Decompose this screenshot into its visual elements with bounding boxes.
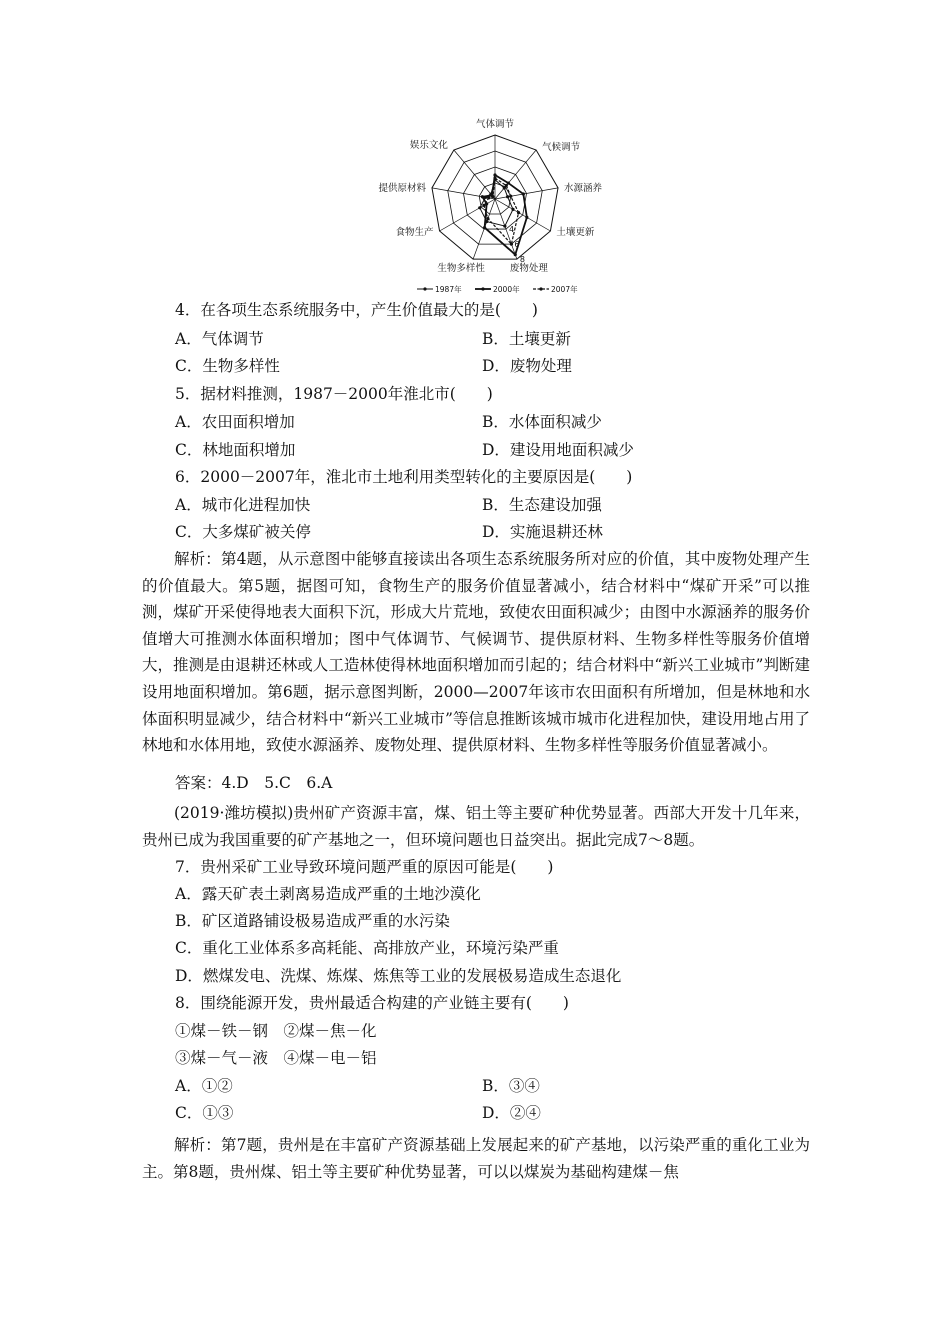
radar-tick-label: 6 <box>514 240 520 250</box>
radar-series-point <box>493 173 496 176</box>
radar-series-point <box>509 195 512 198</box>
analysis-4-6: 解析：第4题，从示意图中能够直接读出各项生态系统服务所对应的价值，其中废物处理产生的价值最大。第5题，据图可知，食物生产的服务价值显著减小，结合材料中“煤矿开采”可以推测，煤矿开采使得地表大面积下沉，形成大片荒地，致使农田面积减少；由图中水源涵养的服务价值增大可推测水体面积增加；图中气体调节、气候调节、提供原材料、生物多样性等服务价值增大，推测是由退耕还林或人工造林使得林地面积增加而引起的；结合材料中“新兴工业城市”判断建设用地面积增加。第6题，据示意图判断，2000—2007年该市农田面积有所增加，但是林地和水体面积明显减少，结合材料中“新兴工业城市”等信息推断该城市城市化进程加快，建设用地占用了林地和水体用地，致使水源涵养、废物处理、提供原材料、生物多样性等服务价值显著减小。 <box>142 550 810 755</box>
q4-stem: 4．在各项生态系统服务中，产生价值最大的是( ) <box>175 301 538 319</box>
q7-option-d: D．燃煤发电、洗煤、炼煤、炼焦等工业的发展极易造成生态退化 <box>175 967 622 985</box>
q4-option-d: D．废物处理 <box>482 357 572 375</box>
radar-axis-label: 废物处理 <box>509 263 548 275</box>
radar-series-line <box>484 178 519 244</box>
radar-series-point <box>491 195 494 198</box>
radar-spoke <box>454 150 495 199</box>
radar-series-point <box>481 195 484 198</box>
radar-spoke <box>495 150 536 199</box>
radar-series-point <box>478 206 481 209</box>
radar-chart <box>355 116 605 298</box>
radar-series-point <box>506 195 509 198</box>
radar-series-point <box>487 196 490 199</box>
q4-option-c: C．生物多样性 <box>175 357 280 375</box>
q8-option-d: D．②④ <box>482 1104 541 1122</box>
q7-option-a: A．露天矿表土剥离易造成严重的土地沙漠化 <box>175 885 481 903</box>
radar-series-point <box>503 224 506 227</box>
answer-4-6: 答案：4.D 5.C 6.A <box>175 774 333 792</box>
radar-axis-label: 水源涵养 <box>564 182 603 194</box>
q8-chain-1: ①煤－铁－钢 ②煤－焦－化 <box>175 1022 377 1040</box>
legend-label: 2007年 <box>551 285 578 294</box>
radar-series-point <box>507 181 510 184</box>
q8-option-b: B．③④ <box>482 1077 540 1095</box>
q6-option-b: B．生态建设加强 <box>482 496 602 514</box>
radar-series-point <box>517 211 520 214</box>
q8-option-a: A．①② <box>175 1077 233 1095</box>
q5-option-a: A．农田面积增加 <box>175 413 295 431</box>
analysis-7-8: 解析：第7题，贵州是在丰富矿产资源基础上发展起来的矿产基地，以污染严重的重化工业为主。第8题，贵州煤、铝土等主要矿种优势显著，可以以煤炭为基础构建煤－焦 <box>142 1136 810 1181</box>
legend-marker <box>481 287 484 290</box>
radar-series-point <box>503 186 506 189</box>
radar-series-point <box>510 243 513 246</box>
q7-option-c: C．重化工业体系多高耗能、高排放产业，环境污染严重 <box>175 939 559 957</box>
q5-option-b: B．水体面积减少 <box>482 413 602 431</box>
radar-axis-label: 生物多样性 <box>437 263 485 275</box>
q5-stem: 5．据材料推测，1987－2000年淮北市( ) <box>175 385 493 403</box>
q7-option-b: B．矿区道路铺设极易造成严重的水污染 <box>175 912 450 930</box>
radar-series-point <box>511 208 514 211</box>
radar-axis-label: 气候调节 <box>542 141 581 153</box>
radar-axis-label: 气体调节 <box>475 119 515 130</box>
legend-marker <box>423 287 426 290</box>
radar-series-point <box>525 216 528 219</box>
q6-stem: 6．2000－2007年，淮北市土地利用类型转化的主要原因是( ) <box>175 468 633 486</box>
radar-tick-label: 4 <box>508 225 515 235</box>
q4-option-a: A．气体调节 <box>175 330 264 348</box>
radar-series-point <box>522 192 525 195</box>
radar-series-point <box>482 204 485 207</box>
q8-chain-2: ③煤－气－液 ④煤－电－铝 <box>175 1049 377 1067</box>
radar-series-point <box>483 226 486 229</box>
radar-series-point <box>493 177 496 180</box>
q8-option-c: C．①③ <box>175 1104 234 1122</box>
legend-label: 2000年 <box>493 285 520 294</box>
q8-stem: 8．围绕能源开发，贵州最适合构建的产业链主要有( ) <box>175 994 569 1012</box>
radar-axis-label: 食物生产 <box>395 227 434 238</box>
radar-chart-svg <box>355 116 605 298</box>
q6-option-a: A．城市化进程加快 <box>175 496 311 514</box>
radar-series-point <box>514 253 517 256</box>
q5-option-d: D．建设用地面积减少 <box>482 441 634 459</box>
q6-option-c: C．大多煤矿被关停 <box>175 523 311 541</box>
radar-axis-label: 娱乐文化 <box>409 139 448 151</box>
radar-series-point <box>505 184 508 187</box>
legend-label: 1987年 <box>435 285 462 294</box>
q6-option-d: D．实施退耕还林 <box>482 523 603 541</box>
radar-axis-label: 提供原材料 <box>378 182 426 194</box>
q4-option-b: B．土壤更新 <box>482 330 571 348</box>
intro-7-8: (2019·潍坊模拟)贵州矿产资源丰富，煤、铝土等主要矿种优势显著。西部大开发十几年来，贵州已成为我国重要的矿产基地之一，但环境问题也日益突出。据此完成7～8题。 <box>142 804 810 849</box>
radar-tick-label: 8 <box>519 255 525 265</box>
radar-axis-label: 土壤更新 <box>556 227 595 238</box>
q5-option-c: C．林地面积增加 <box>175 441 296 459</box>
radar-series-point <box>486 217 489 220</box>
legend-marker <box>539 287 542 290</box>
q7-stem: 7．贵州采矿工业导致环境问题严重的原因可能是( ) <box>175 858 554 876</box>
